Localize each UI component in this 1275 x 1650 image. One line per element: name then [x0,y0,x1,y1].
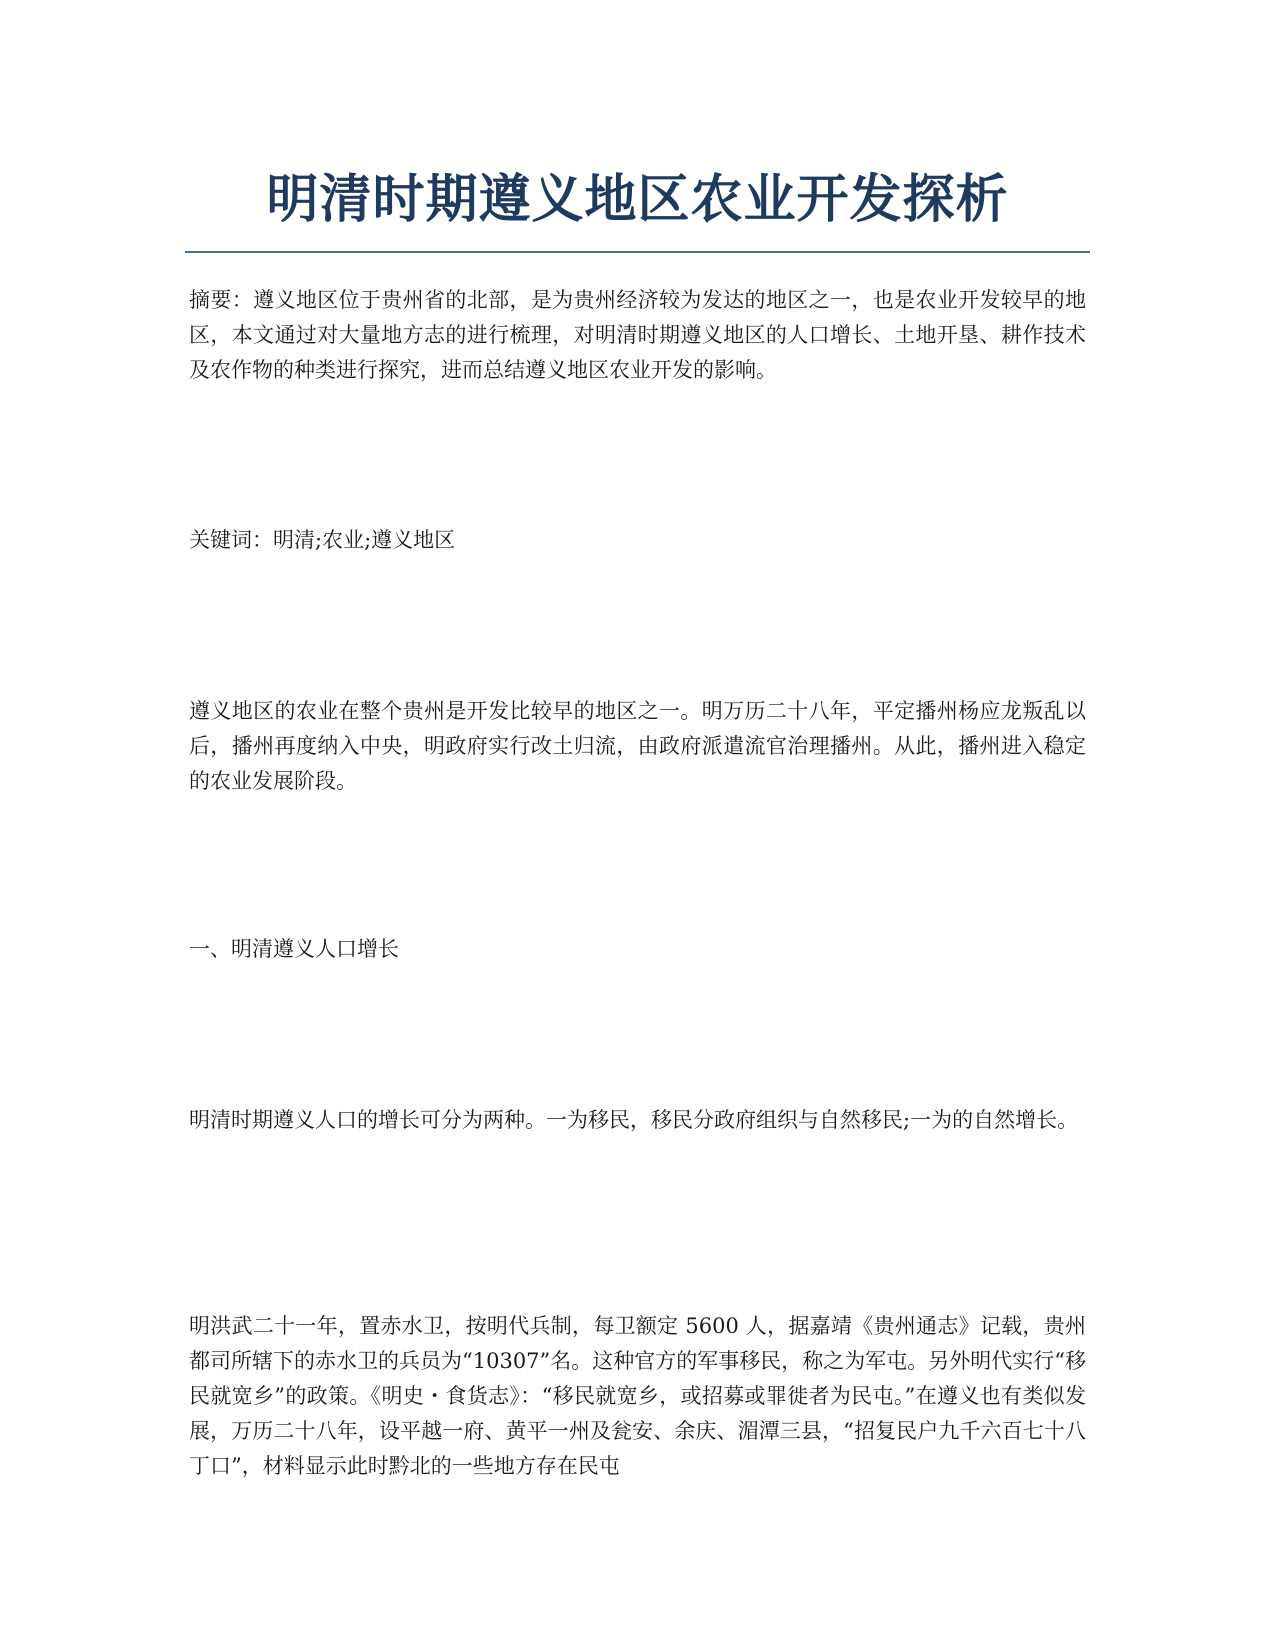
abstract-paragraph: 摘要：遵义地区位于贵州省的北部，是为贵州经济较为发达的地区之一，也是农业开发较早的地区，本文通过对大量地方志的进行梳理，对明清时期遵义地区的人口增长、土地开垦、耕作技术及农作物的种类进行探究，进而总结遵义地区农业开发的影响。 [189,288,1086,382]
section-heading: 一、明清遵义人口增长 [189,937,399,961]
keywords-line: 关键词：明清;农业;遵义地区 [189,528,456,552]
intro-paragraph: 遵义地区的农业在整个贵州是开发比较早的地区之一。明万历二十八年，平定播州杨应龙叛乱以后，播州再度纳入中央，明政府实行改土归流，由政府派遣流官治理播州。从此，播州进入稳定的农业发展阶段。 [189,699,1086,793]
body-paragraph: 明洪武二十一年，置赤水卫，按明代兵制，每卫额定 5600 人，据嘉靖《贵州通志》记载，贵州都司所辖下的赤水卫的兵员为“10307”名。这种官方的军事移民，称之为军屯。另外明代实行“移民就宽乡”的政策。《明史・食货志》：“移民就宽乡，或招募或罪徙者为民屯。”在遵义也有类似发展，万历二十八年，设平越一府、黄平一州及瓮安、余庆、湄潭三县，“招复民户九千六百七十八丁口”，材料显示此时黔北的一些地方存在民屯 [189,1314,1087,1478]
page-title: 明清时期遵义地区农业开发探析 [266,170,1009,230]
body-paragraph: 明清时期遵义人口的增长可分为两种。一为移民，移民分政府组织与自然移民;一为的自然增长。 [189,1108,1079,1132]
title-divider [185,251,1090,253]
